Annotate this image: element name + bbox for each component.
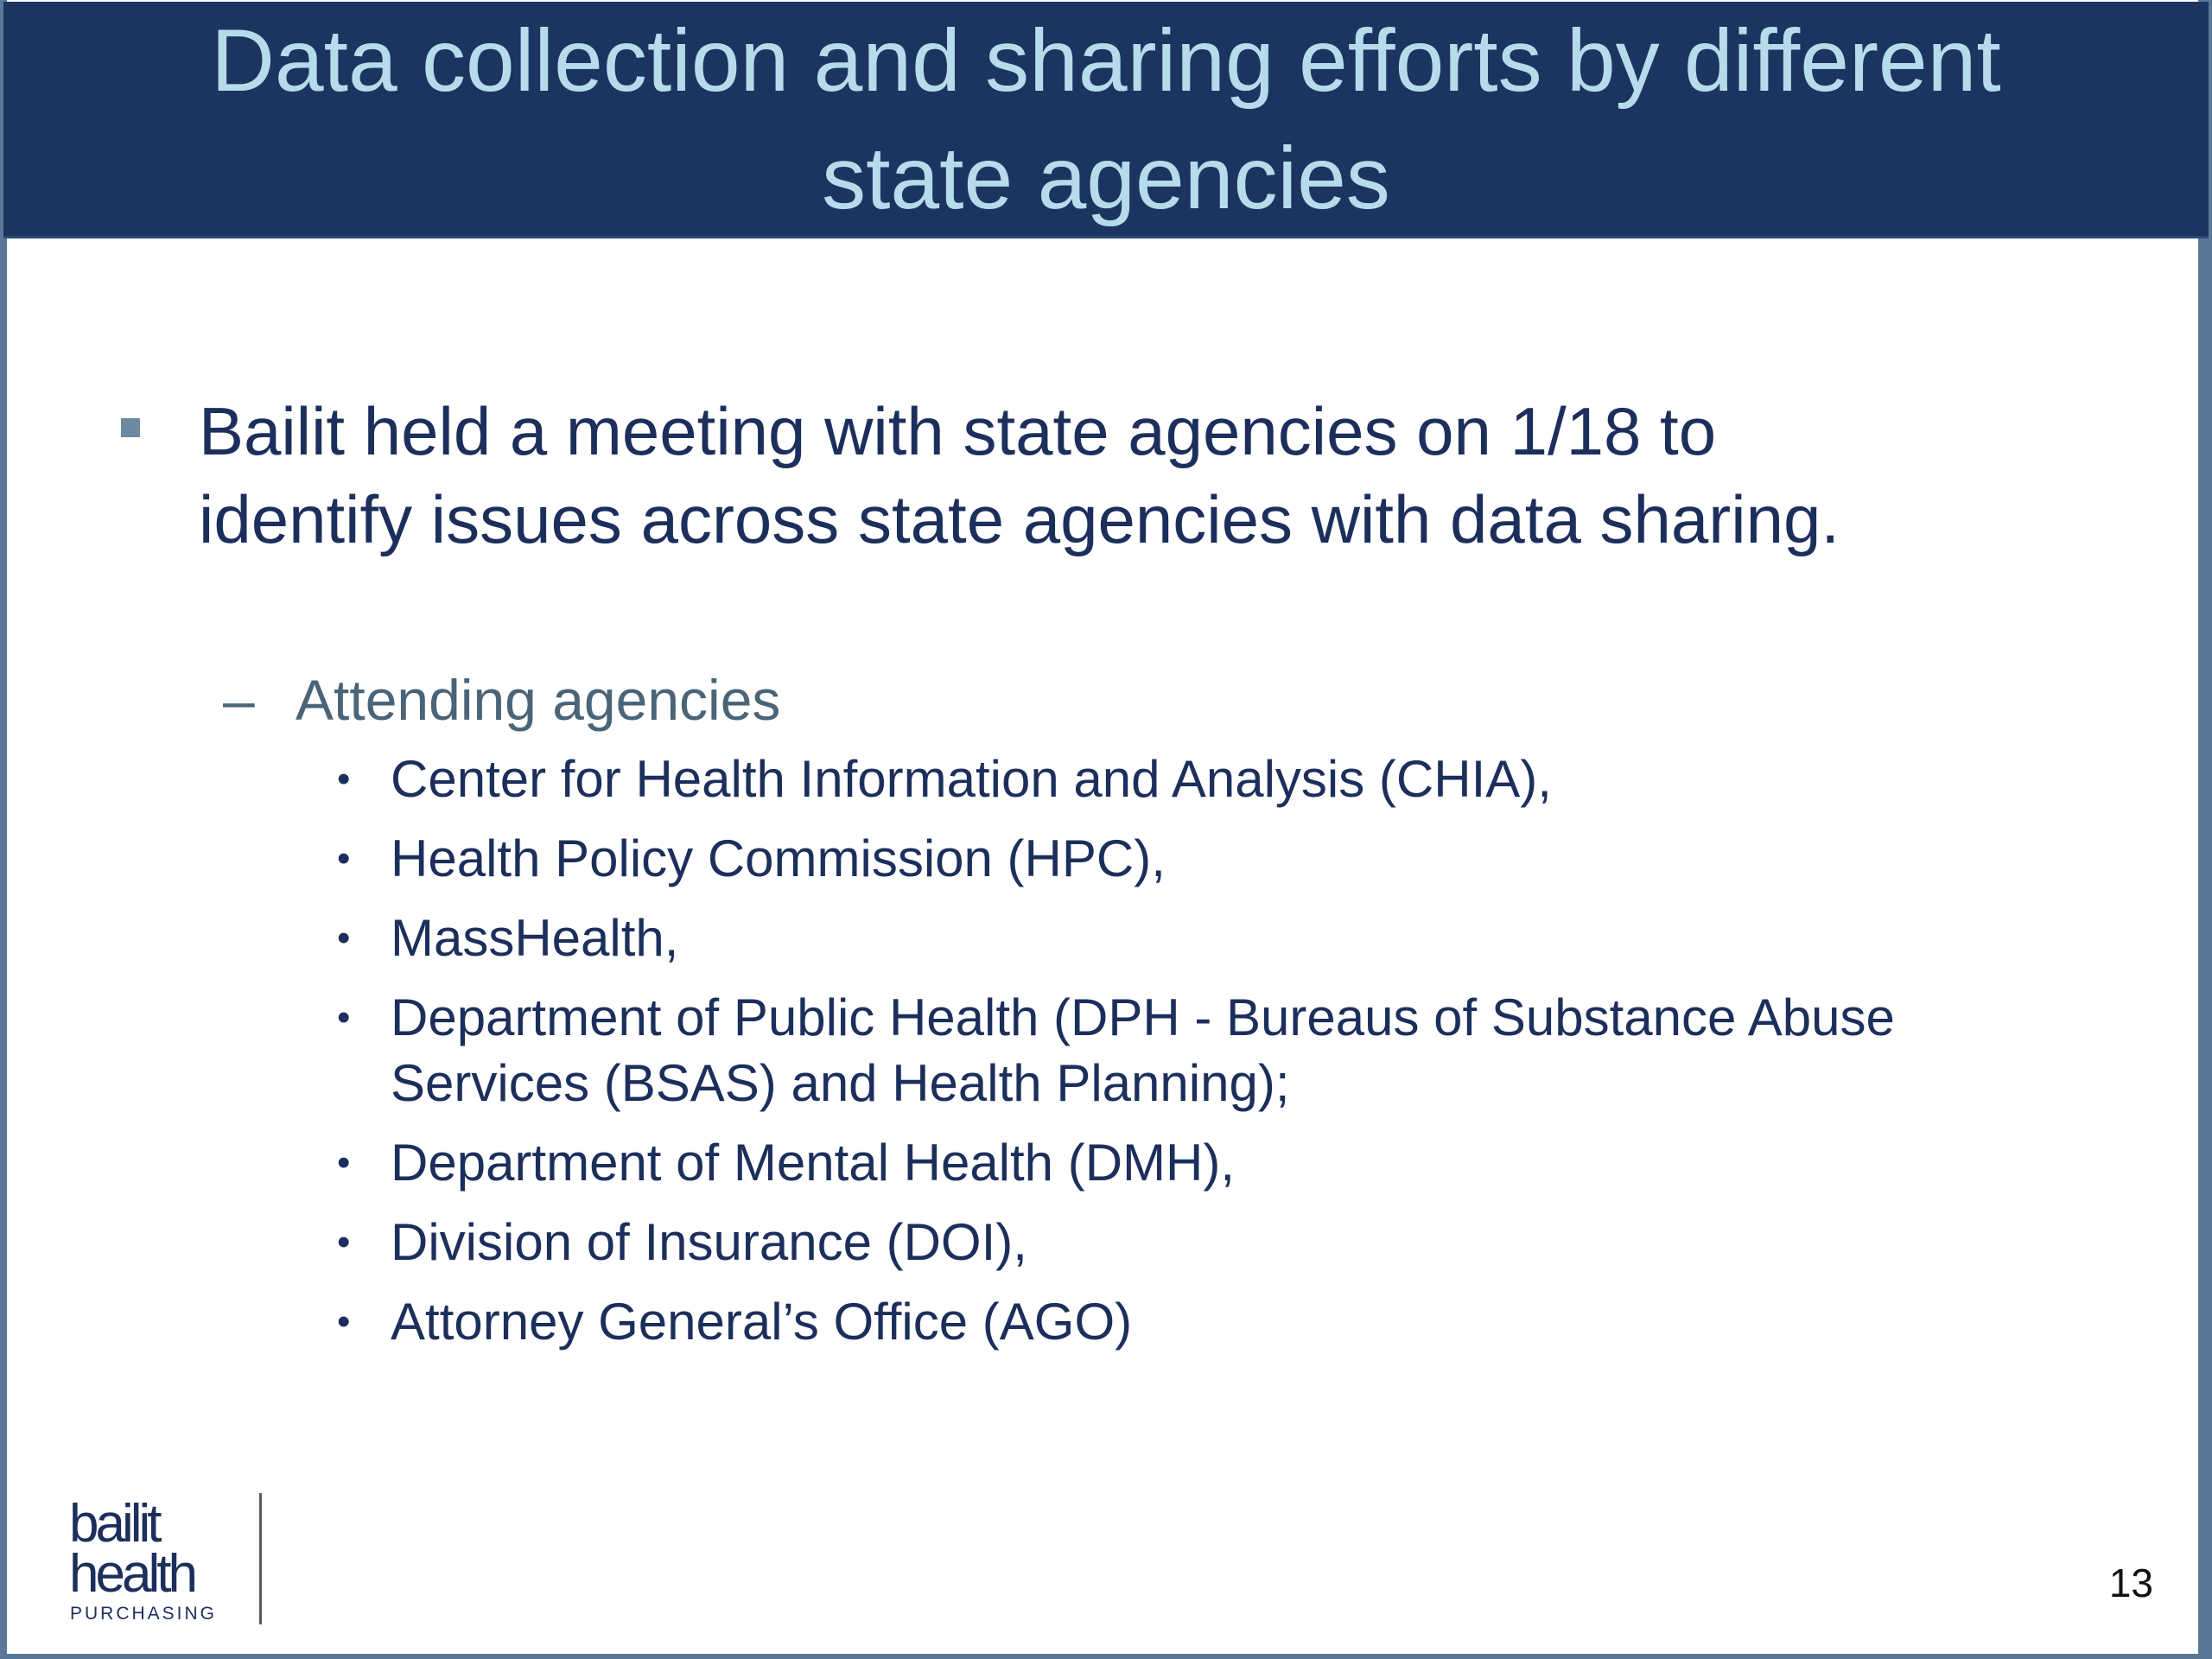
dot-bullet-icon: • [337,917,351,959]
title-line-1: Data collection and sharing efforts by different [211,10,2001,110]
dot-bullet-icon: • [337,1300,351,1343]
agency-name: Department of Public Health (DPH - Bureaus of Substance Abuse Services (BSAS) and Health Planning); [391,988,1895,1112]
list-item [332,1210,1930,1275]
dot-bullet-icon: • [337,1141,351,1184]
main-bullet [121,387,1936,563]
title-line-2: state agencies [822,128,1390,227]
agency-name: Attorney General’s Office (AGO) [391,1293,1133,1351]
list-item [332,747,1930,812]
logo-divider [259,1493,262,1624]
dot-bullet-icon: • [337,758,351,800]
logo-line-2: health [69,1544,194,1604]
list-item [332,985,1930,1116]
agency-list [332,747,1930,1369]
agency-name: Department of Mental Health (DMH), [391,1134,1235,1192]
list-item [332,1130,1930,1196]
dot-bullet-icon: • [337,996,351,1039]
agency-name: Center for Health Information and Analysis (CHIA), [391,750,1552,808]
agency-name: MassHealth, [391,909,679,967]
main-bullet-text: Bailit held a meeting with state agencies on 1/18 to identify issues across state agencies with data sharing. [199,393,1840,557]
logo-line-3: PURCHASING [70,1604,218,1624]
agency-name: Health Policy Commission (HPC), [391,830,1166,887]
slide-title [159,2,2052,237]
logo-line-1: bailit [69,1494,159,1554]
bottom-border [0,1654,2212,1659]
list-item [332,1289,1930,1355]
dot-bullet-icon: • [337,837,351,880]
dash-bullet-icon: – [223,668,255,732]
title-bar [3,2,2209,238]
slide-body [0,238,2195,1448]
list-item [332,826,1930,892]
sub-bullet-text: Attending agencies [296,668,781,732]
agency-name: Division of Insurance (DOI), [391,1213,1027,1271]
sub-bullet [223,662,780,738]
square-bullet-icon [121,418,140,437]
dot-bullet-icon: • [337,1221,351,1263]
page-number: 13 [2108,1560,2153,1605]
list-item [332,906,1930,971]
right-border [2198,0,2212,1659]
bailit-health-logo [69,1493,233,1624]
